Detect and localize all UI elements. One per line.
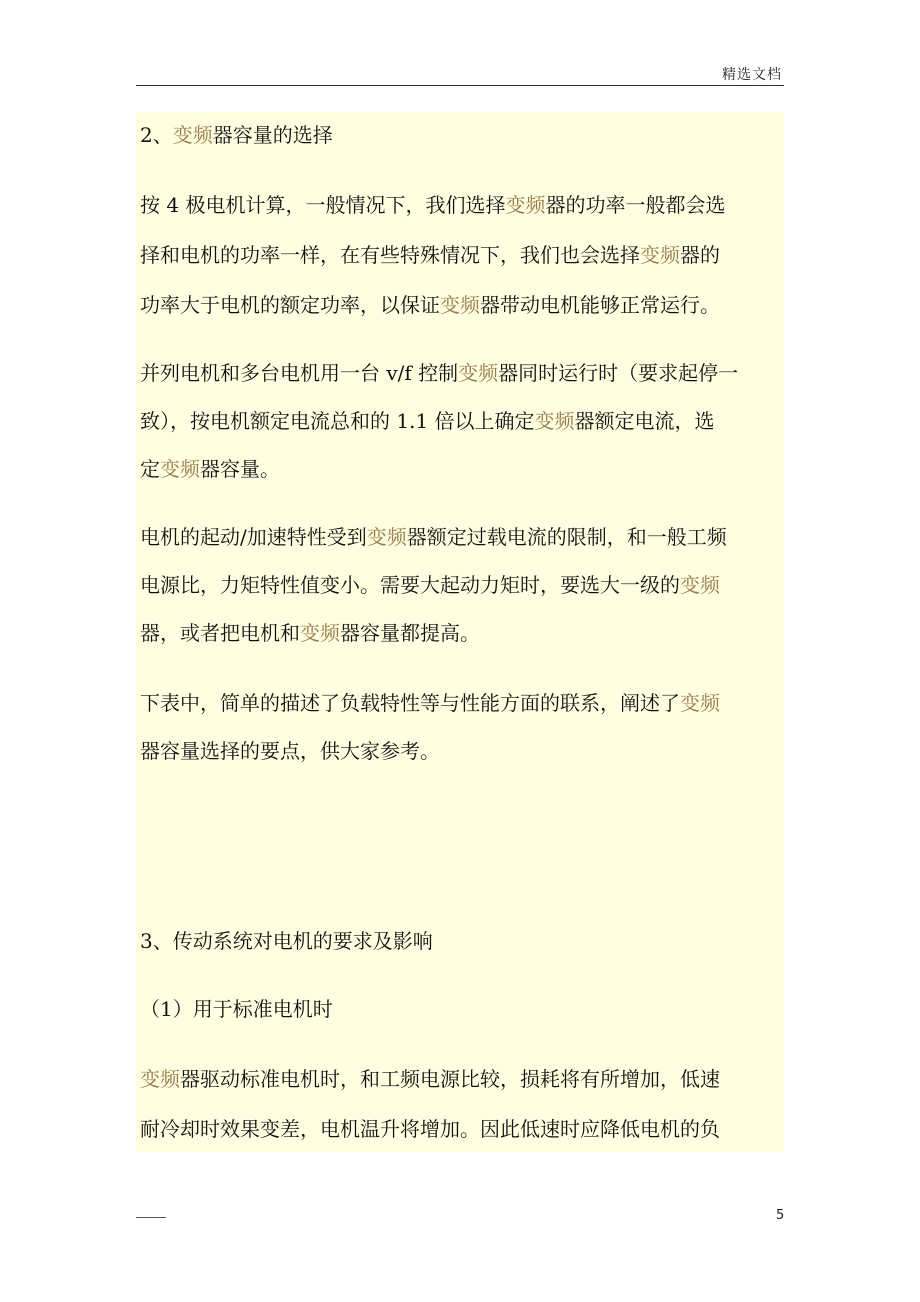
paragraph-5-line-1: 变频器驱动标准电机时，和工频电源比较，损耗将有所增加，低速 xyxy=(140,1067,720,1091)
header-label: 精选文档 xyxy=(722,67,782,83)
keyword-highlight: 变频 xyxy=(140,1067,180,1091)
paragraph-4-line-2: 器容量选择的要点，供大家参考。 xyxy=(140,739,440,763)
keyword-highlight: 变频 xyxy=(172,123,213,147)
footer-rule xyxy=(136,1217,166,1218)
keyword-highlight: 变频 xyxy=(300,621,340,645)
keyword-highlight: 变频 xyxy=(160,457,200,481)
paragraph-2-line-2: 致），按电机额定电流总和的 1.1 倍以上确定变频器额定电流，选 xyxy=(140,409,715,433)
page-number: 5 xyxy=(776,1208,785,1223)
paragraph-3-line-3: 器，或者把电机和变频器容量都提高。 xyxy=(140,621,480,645)
keyword-highlight: 变频 xyxy=(534,409,575,433)
header-rule xyxy=(136,85,784,86)
paragraph-5-line-2: 耐冷却时效果变差，电机温升将增加。因此低速时应降低电机的负 xyxy=(140,1117,720,1141)
paragraph-4-line-1: 下表中，简单的描述了负载特性等与性能方面的联系，阐述了变频 xyxy=(140,691,720,715)
keyword-highlight: 变频 xyxy=(640,243,680,267)
paragraph-2-line-3: 定变频器容量。 xyxy=(140,457,280,481)
keyword-highlight: 变频 xyxy=(680,573,720,597)
keyword-highlight: 变频 xyxy=(680,691,720,715)
paragraph-2-line-1: 并列电机和多台电机用一台 v/f 控制变频器同时运行时（要求起停一 xyxy=(140,361,739,385)
paragraph-3-line-2: 电源比，力矩特性值变小。需要大起动力矩时，要选大一级的变频 xyxy=(140,573,720,597)
paragraph-1-line-2: 择和电机的功率一样，在有些特殊情况下，我们也会选择变频器的 xyxy=(140,243,720,267)
section-3-heading: 3、传动系统对电机的要求及影响 xyxy=(140,929,433,953)
keyword-highlight: 变频 xyxy=(458,361,499,385)
section-3-subheading: （1）用于标准电机时 xyxy=(140,997,333,1021)
section-2-heading: 2、变频器容量的选择 xyxy=(140,123,333,147)
keyword-highlight: 变频 xyxy=(440,293,480,317)
paragraph-1-line-3: 功率大于电机的额定功率，以保证变频器带动电机能够正常运行。 xyxy=(140,293,720,317)
keyword-highlight: 变频 xyxy=(366,525,407,549)
keyword-highlight: 变频 xyxy=(505,193,546,217)
paragraph-1-line-1: 按 4 极电机计算，一般情况下，我们选择变频器的功率一般都会选 xyxy=(140,193,726,217)
paragraph-3-line-1: 电机的起动/加速特性受到变频器额定过载电流的限制，和一般工频 xyxy=(140,525,727,549)
